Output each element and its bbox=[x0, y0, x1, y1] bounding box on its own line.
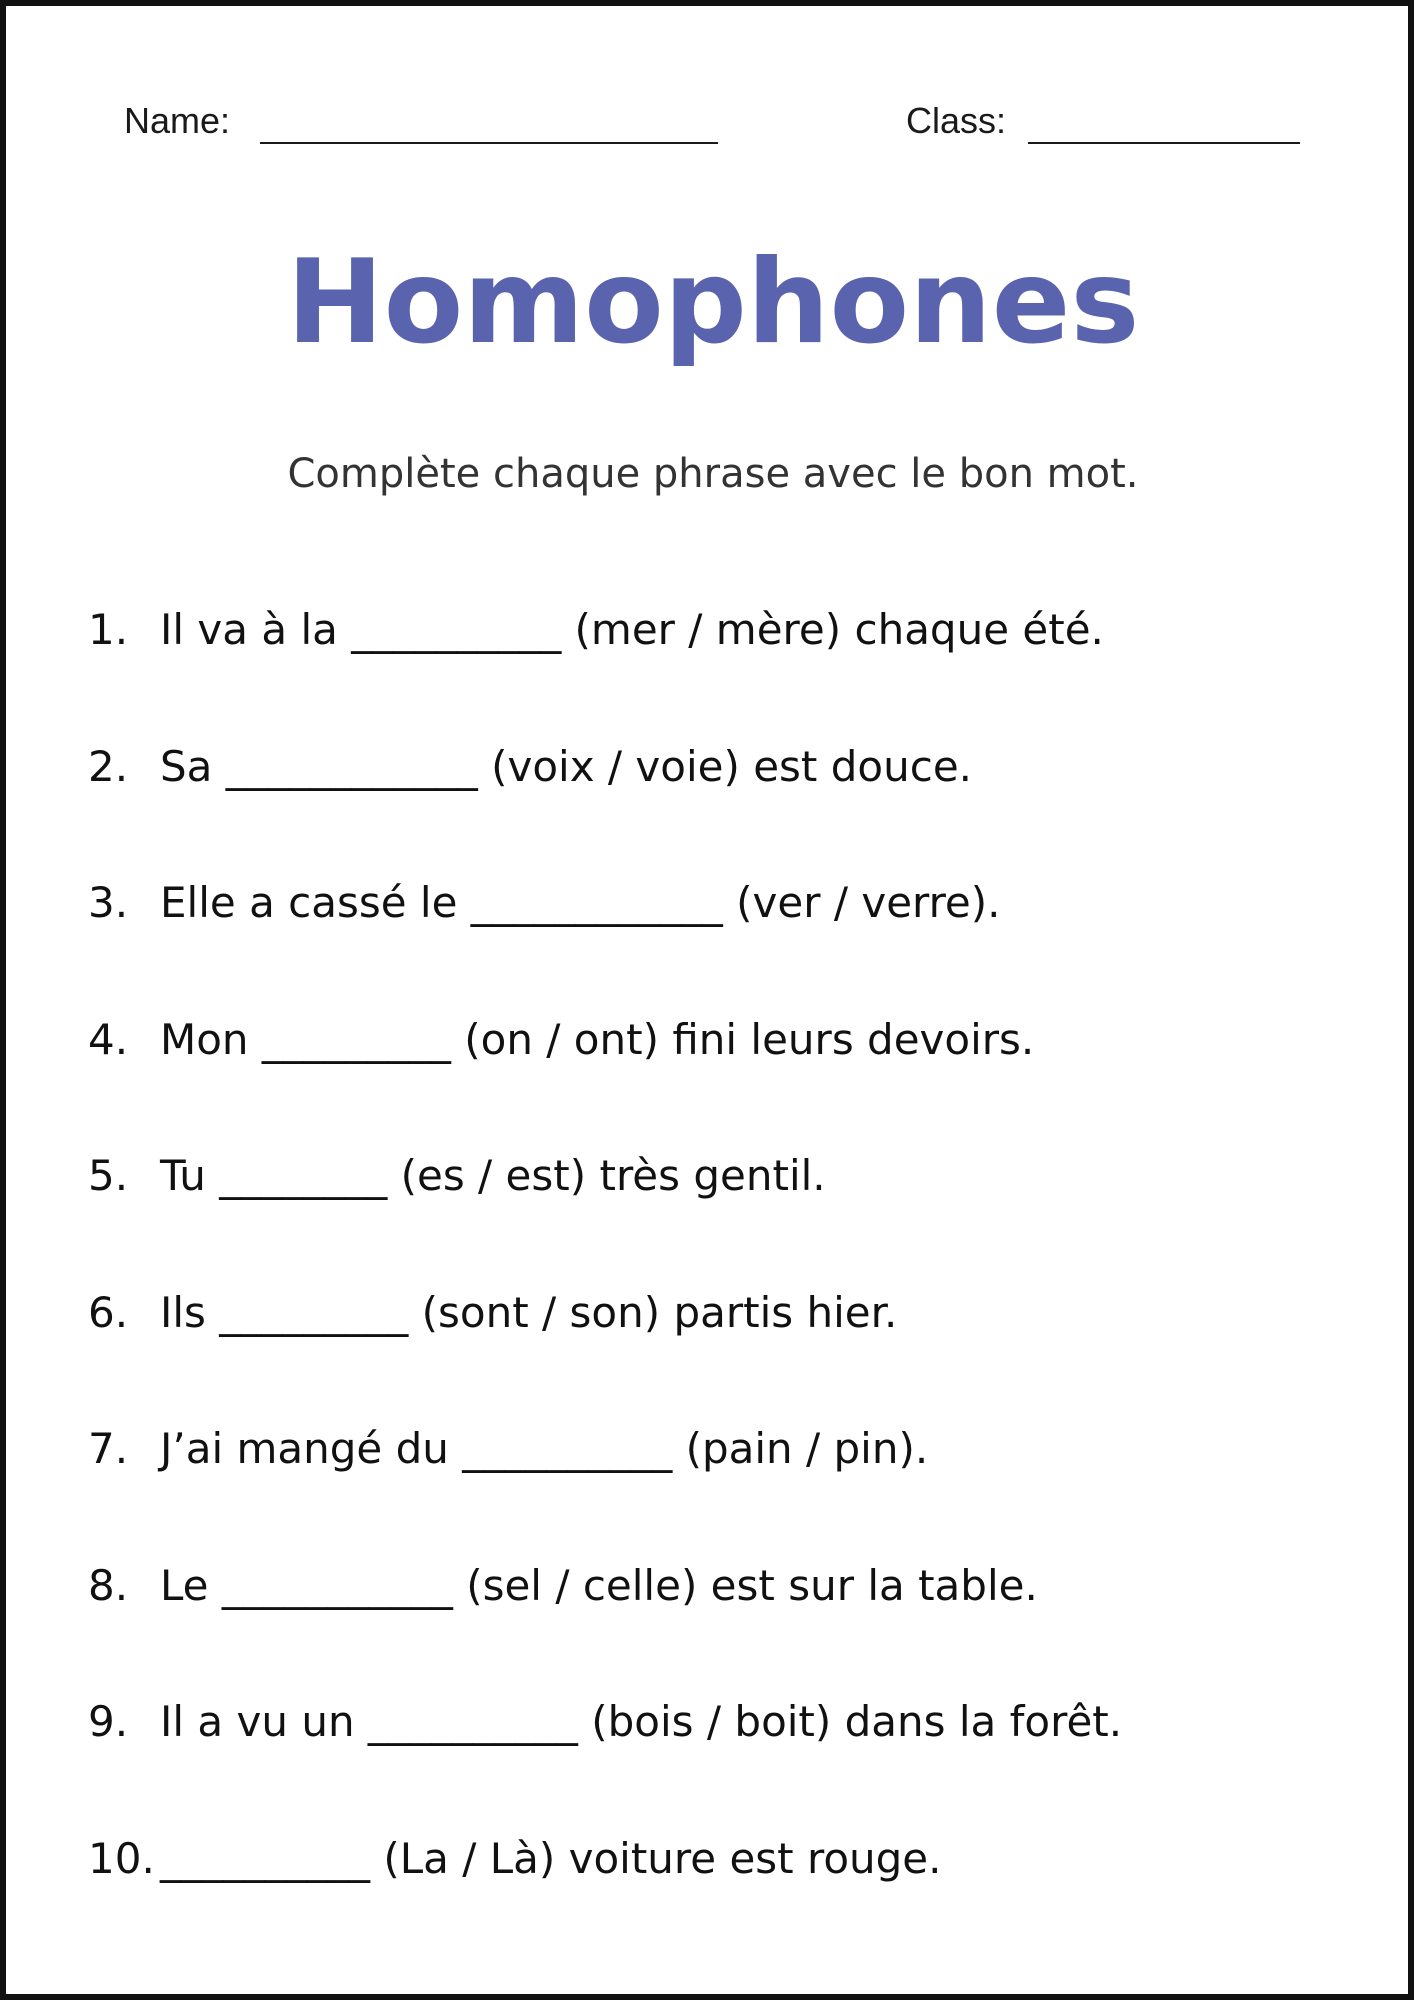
class-field bbox=[906, 100, 1306, 148]
question-number: 1. bbox=[88, 605, 129, 654]
question-text: Tu ________ (es / est) très gentil. bbox=[160, 1151, 826, 1200]
question-item bbox=[88, 871, 1328, 1008]
class-blank-line bbox=[1028, 142, 1300, 144]
question-number: 8. bbox=[88, 1560, 129, 1610]
instruction-text: Complète chaque phrase avec le bon mot. bbox=[287, 451, 1139, 497]
question-item bbox=[88, 1008, 1328, 1145]
question-number: 3. bbox=[88, 878, 129, 927]
question-item bbox=[88, 735, 1328, 872]
name-label: Name: bbox=[124, 100, 231, 141]
question-item bbox=[88, 1827, 1328, 1964]
question-text: Il va à la __________ (mer / mère) chaque été. bbox=[160, 605, 1104, 654]
question-number: 6. bbox=[88, 1287, 129, 1337]
question-number: 7. bbox=[88, 1424, 129, 1473]
question-number: 2. bbox=[88, 741, 129, 791]
question-item bbox=[88, 598, 1328, 735]
question-text: J’ai mangé du __________ (pain / pin). bbox=[160, 1424, 929, 1473]
question-item bbox=[88, 1417, 1328, 1554]
question-list bbox=[88, 598, 1328, 1963]
question-item bbox=[88, 1690, 1328, 1827]
name-field bbox=[124, 100, 724, 148]
question-text: Ils _________ (sont / son) partis hier. bbox=[160, 1287, 898, 1337]
name-blank-line bbox=[260, 142, 718, 144]
question-text: __________ (La / Là) voiture est rouge. bbox=[160, 1833, 942, 1883]
question-number: 10. bbox=[88, 1833, 155, 1883]
question-text: Sa ____________ (voix / voie) est douce. bbox=[160, 741, 973, 791]
question-item bbox=[88, 1281, 1328, 1418]
question-item bbox=[88, 1554, 1328, 1691]
page-title: Homophones bbox=[286, 235, 1140, 370]
question-text: Le ___________ (sel / celle) est sur la table. bbox=[160, 1560, 1038, 1610]
question-text: Mon _________ (on / ont) fini leurs devoirs. bbox=[160, 1014, 1035, 1064]
question-number: 9. bbox=[88, 1697, 129, 1746]
question-number: 5. bbox=[88, 1151, 129, 1200]
class-label: Class: bbox=[906, 100, 1007, 141]
question-text: Il a vu un __________ (bois / boit) dans la forêt. bbox=[160, 1697, 1123, 1746]
question-number: 4. bbox=[88, 1014, 129, 1064]
question-item bbox=[88, 1144, 1328, 1281]
question-text: Elle a cassé le ____________ (ver / verre). bbox=[160, 878, 1001, 927]
